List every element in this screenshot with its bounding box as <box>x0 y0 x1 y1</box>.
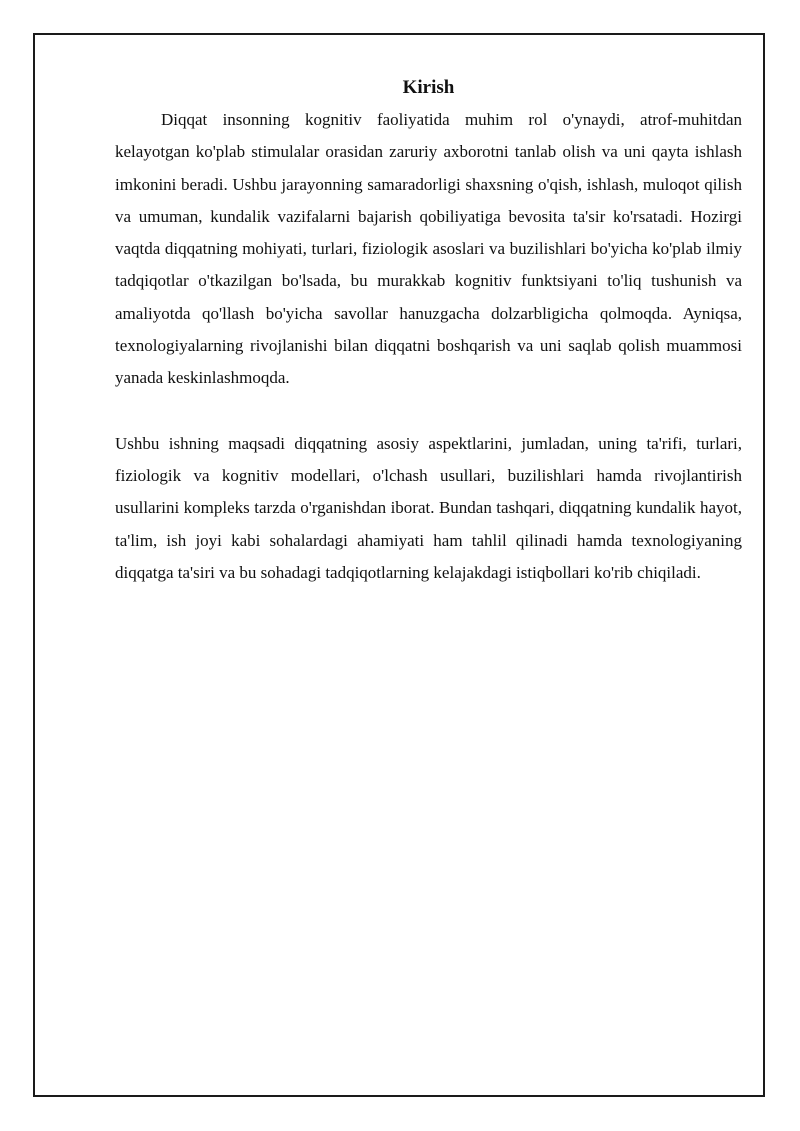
document-body <box>115 74 742 589</box>
intro-paragraph: Diqqat insonning kognitiv faoliyatida muhim rol o'ynaydi, atrof-muhitdan kelayotgan ko'plab stimulalar orasidan zaruriy axborotni tanlab olish va uni qayta ishlash imkonini beradi. Ushbu jarayonning samaradorligi shaxsning o'qish, ishlash, muloqot qilish va umuman, kundalik vazifalarni bajarish qobiliyatiga bevosita ta'sir ko'rsatadi. Hozirgi vaqtda diqqatning mohiyati, turlari, fiziologik asoslari va buzilishlari bo'yicha ko'plab ilmiy tadqiqotlar o'tkazilgan bo'lsada, bu murakkab kognitiv funktsiyani to'liq tushunish va amaliyotda qo'llash bo'yicha savollar hanuzgacha dolzarbligicha qolmoqda. Ayniqsa, texnologiyalarning rivojlanishi bilan diqqatni boshqarish va uni saqlab qolish muammosi yanada keskinlashmoqda. <box>115 110 742 388</box>
paragraph-spacer <box>115 395 742 428</box>
document-title: Kirish <box>402 77 455 98</box>
aim-paragraph: Ushbu ishning maqsadi diqqatning asosiy aspektlarini, jumladan, uning ta'rifi, turlari, fiziologik va kognitiv modellari, o'lchash usullari, buzilishlari hamda rivojlantirish usullarini kompleks tarzda o'rganishdan iborat. Bundan tashqari, diqqatning kundalik hayot, ta'lim, ish joyi kabi sohalardagi ahamiyati ham tahlil qilinadi hamda texnologiyaning diqqatga ta'siri va bu sohadagi tadqiqotlarning kelajakdagi istiqbollari ko'rib chiqiladi. <box>115 433 742 582</box>
